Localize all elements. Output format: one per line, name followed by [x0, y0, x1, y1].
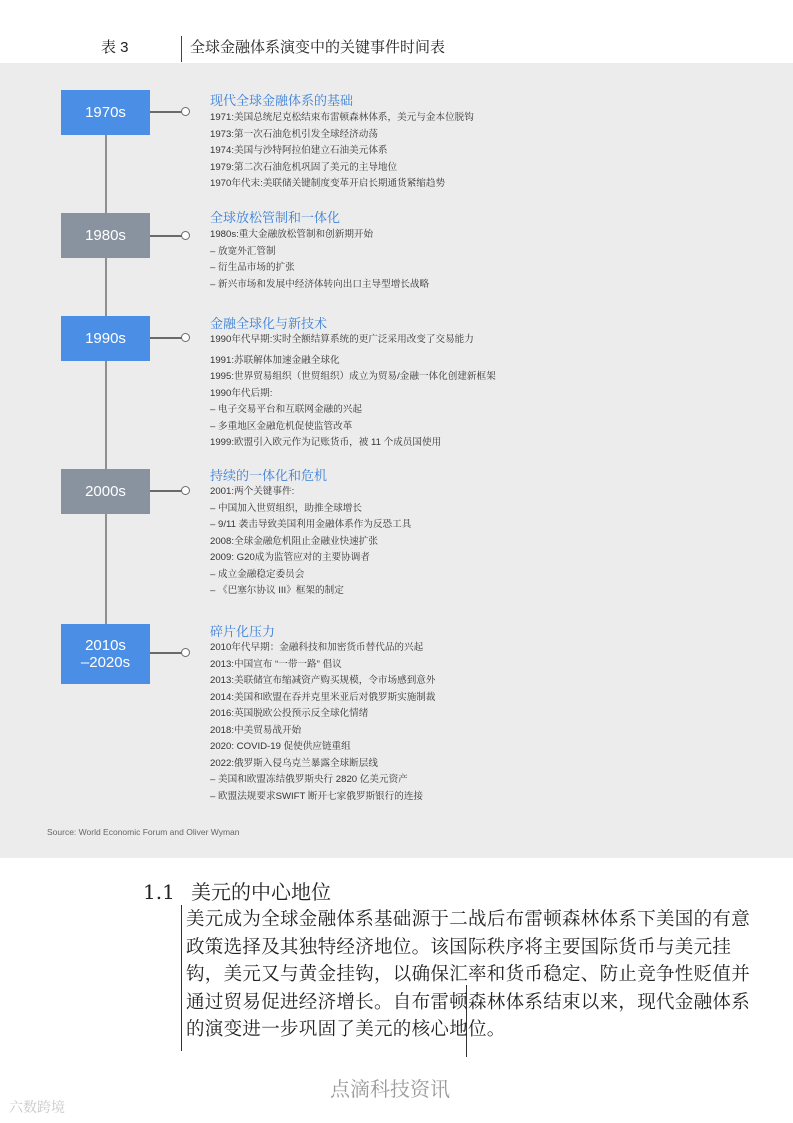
era-items	[210, 484, 411, 600]
event-item: 1990年代后期:	[210, 387, 273, 399]
era-heading: 持续的一体化和危机	[210, 468, 328, 483]
header-divider	[181, 36, 182, 62]
event-item: 1974:美国与沙特阿拉伯建立石油美元体系	[210, 145, 388, 156]
event-item: 1995:世界贸易组织（世贸组织）成立为贸易/金融一体化创建新框架	[210, 371, 496, 382]
era-connector	[150, 337, 182, 339]
section-body: 美元成为全球金融体系基础源于二战后布雷顿森林体系下美国的有意政策选择及其独特经济地位。该国际秩序将主要国际货币与美元挂钩，美元又与黄金挂钩，以确保汇率和货币稳定、防止竞争性贬值并通过贸易促进经济增长。自布雷顿森林体系结束以来，现代金融体系的演变进一步巩固了美元的核心地位。	[186, 909, 751, 1040]
era-heading: 金融全球化与新技术	[210, 316, 328, 331]
event-item: – 欧盟法规要求SWIFT 断开七家俄罗斯银行的连接	[210, 790, 424, 802]
timeline-panel	[0, 63, 793, 858]
event-item: – 多重地区金融危机促使监管改革	[210, 420, 353, 432]
timeline-node-icon	[181, 486, 190, 495]
event-item: 2013:美联储宣布缩减资产购买规模，令市场感到意外	[210, 675, 436, 686]
section-number: 1.1	[143, 880, 175, 904]
event-item: – 新兴市场和发展中经济体转向出口主导型增长战略	[210, 278, 430, 290]
table-title: 全球金融体系演变中的关键事件时间表	[190, 39, 446, 56]
timeline-spine	[105, 103, 107, 673]
event-item: 1980s:重大金融放松管制和创新期开始	[210, 229, 374, 240]
era-connector	[150, 111, 182, 113]
event-item: 1990年代早期:实时全额结算系统的更广泛采用改变了交易能力	[210, 334, 474, 345]
era-heading: 碎片化压力	[210, 624, 276, 639]
source-note: Source: World Economic Forum and Oliver Wyman	[47, 827, 240, 837]
era-items	[210, 640, 435, 805]
timeline-node-icon	[181, 107, 190, 116]
event-item: 2013:中国宣布 “一带一路” 倡议	[210, 658, 342, 670]
event-item: 1971:美国总统尼克松结束布雷顿森林体系，美元与金本位脱钩	[210, 112, 474, 123]
event-item: 2010年代早期：金融科技和加密货币替代品的兴起	[210, 642, 424, 653]
event-item: – 9/11 袭击导致美国利用金融体系作为反恐工具	[210, 519, 412, 530]
event-item: 1999:欧盟引入欧元作为记账货币，被 11 个成员国使用	[210, 437, 442, 448]
event-item: – 美国和欧盟冻结俄罗斯央行 2820 亿美元资产	[210, 774, 408, 785]
event-item: – 《巴塞尔协议 III》框架的制定	[210, 585, 344, 596]
table-number: 表 3	[101, 39, 129, 56]
event-item: – 中国加入世贸组织，助推全球增长	[210, 502, 362, 514]
event-item: 2022:俄罗斯入侵乌克兰暴露全球断层线	[210, 757, 378, 769]
event-item: – 成立金融稳定委员会	[210, 568, 305, 580]
event-item: 2016:英国脱欧公投预示反全球化情绪	[210, 708, 369, 719]
timeline-node-icon	[181, 648, 190, 657]
era-heading: 现代全球金融体系的基础	[210, 93, 354, 108]
section-heading	[143, 876, 331, 905]
section-title: 美元的中心地位	[191, 880, 331, 904]
event-item: – 衍生品市场的扩张	[210, 262, 295, 273]
event-item: 1979:第二次石油危机巩固了美元的主导地位	[210, 161, 398, 173]
timeline-node-icon	[181, 231, 190, 240]
era-heading: 全球放松管制和一体化	[210, 210, 341, 225]
watermark-text: 点滴科技资讯	[330, 1077, 450, 1101]
era-label-box: 2000s	[61, 469, 150, 514]
event-item: 2009: G20成为监管应对的主要协调者	[210, 552, 370, 563]
era-connector	[150, 652, 182, 654]
timeline-node-icon	[181, 333, 190, 342]
table-header	[0, 30, 793, 66]
event-item: 2020: COVID-19 促使供应链重组	[210, 741, 351, 752]
event-item: 1973:第一次石油危机引发全球经济动荡	[210, 128, 378, 140]
era-label-box: 1980s	[61, 213, 150, 258]
event-item: – 放宽外汇管制	[210, 245, 276, 257]
event-item: 1970年代末:美联储关键制度变革开启长期通货紧缩趋势	[210, 178, 446, 189]
event-item: 1991:苏联解体加速金融全球化	[210, 354, 340, 366]
era-label-box: 1970s	[61, 90, 150, 135]
event-item: 2001:两个关键事件:	[210, 486, 295, 497]
era-items	[210, 227, 429, 293]
era-items	[210, 110, 474, 193]
era-label-box: 1990s	[61, 316, 150, 361]
era-connector	[150, 490, 182, 492]
logo-watermark: 六数跨境	[9, 1099, 65, 1115]
era-label-box: 2010s –2020s	[61, 624, 150, 684]
event-item: 2008:全球金融危机阻止金融业快速扩张	[210, 535, 378, 547]
event-item: – 电子交易平台和互联网金融的兴起	[210, 404, 362, 415]
era-connector	[150, 235, 182, 237]
event-item: 2018:中美贸易战开始	[210, 724, 302, 736]
era-items	[210, 332, 496, 452]
margin-rule	[181, 905, 182, 1051]
event-item: 2014:美国和欧盟在吞并克里米亚后对俄罗斯实施制裁	[210, 691, 436, 703]
